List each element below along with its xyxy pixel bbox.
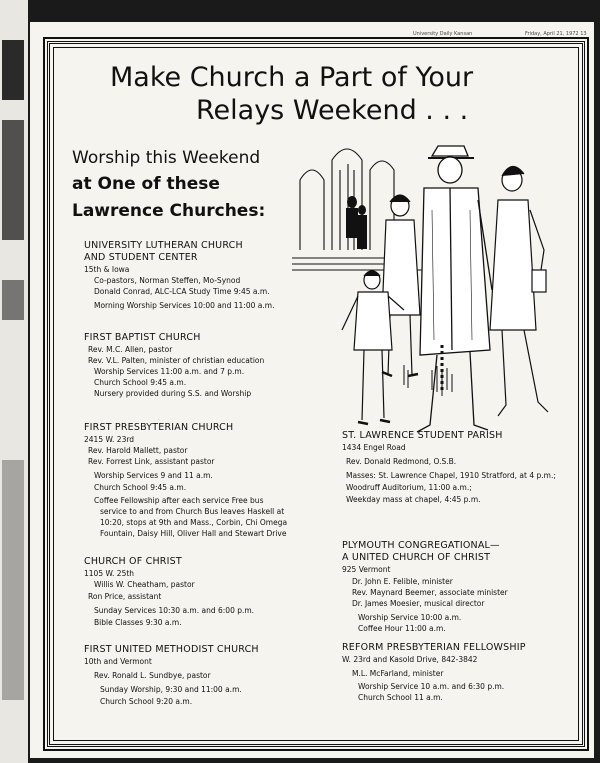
church-address: 1434 Engel Road bbox=[342, 443, 406, 452]
church-school-time: Church School 9:20 a.m. bbox=[100, 697, 193, 706]
adjacent-page-strip bbox=[0, 0, 28, 763]
church-listing-baptist bbox=[84, 332, 324, 399]
church-address: W. 23rd and Kasold Drive, 842-3842 bbox=[342, 655, 478, 664]
church-listing-reform-presbyterian bbox=[342, 642, 582, 703]
church-name: REFORM PRESBYTERIAN FELLOWSHIP bbox=[342, 642, 526, 653]
headline-line-2: Relays Weekend . . . bbox=[196, 95, 469, 126]
masthead-paper-name: University Daily Kansan bbox=[413, 31, 473, 37]
church-listing-plymouth bbox=[342, 540, 582, 634]
church-service-times: Sunday Worship, 9:30 and 11:00 a.m. bbox=[100, 685, 242, 694]
headline-line-1: Make Church a Part of Your bbox=[110, 62, 474, 93]
church-school-time: Church School 9:45 a.m. bbox=[94, 483, 187, 492]
church-arch bbox=[300, 170, 324, 250]
church-listing-methodist bbox=[84, 644, 324, 707]
church-name: ST. LAWRENCE STUDENT PARISH bbox=[342, 430, 503, 441]
church-service-times: Sunday Services 10:30 a.m. and 6:00 p.m. bbox=[94, 606, 255, 615]
subheading-line-3: Lawrence Churches: bbox=[72, 201, 266, 221]
adjacent-page-image bbox=[2, 280, 24, 320]
church-service-times: Worship Service 10 a.m. and 6:30 p.m. bbox=[358, 682, 505, 691]
church-pastor: Co-pastors, Norman Steffen, Mo-Synod bbox=[94, 276, 241, 285]
church-listing-st-lawrence bbox=[342, 430, 582, 505]
church-service-times: Morning Worship Services 10:00 and 11:00 a.m. bbox=[94, 301, 275, 310]
adjacent-page-image bbox=[2, 460, 24, 700]
church-pastor: Rev. Donald Redmond, O.S.B. bbox=[346, 457, 457, 466]
church-school-time: Church School 11 a.m. bbox=[358, 693, 443, 702]
church-coffee-hour: Coffee Hour 11:00 a.m. bbox=[358, 624, 446, 633]
church-address: 1105 W. 25th bbox=[84, 569, 135, 578]
church-music-director: Dr. James Moesier, musical director bbox=[352, 599, 485, 608]
adjacent-page-image bbox=[2, 120, 24, 240]
church-name: CHURCH OF CHRIST bbox=[84, 556, 182, 567]
church-pastor: Willis W. Cheatham, pastor bbox=[94, 580, 195, 589]
church-service-times: Worship Services 9 and 11 a.m. bbox=[94, 471, 213, 480]
church-assistant: Ron Price, assistant bbox=[88, 592, 162, 601]
subheading-line-2: at One of these bbox=[72, 174, 220, 194]
church-fellowship-note: service to and from Church Bus leaves Haskell at bbox=[100, 507, 285, 516]
church-fellowship-note: 10:20, stops at 9th and Mass., Corbin, Chi Omega bbox=[100, 518, 288, 527]
church-address: 925 Vermont bbox=[342, 565, 391, 574]
church-address: 2415 W. 23rd bbox=[84, 435, 135, 444]
church-mass-times: Masses: St. Lawrence Chapel, 1910 Stratford, at 4 p.m.; bbox=[346, 471, 556, 480]
church-pastor: Rev. M.C. Allen, pastor bbox=[88, 345, 173, 354]
church-mass-times: Weekday mass at chapel, 4:45 p.m. bbox=[346, 495, 481, 504]
church-address: 15th & Iowa bbox=[84, 265, 130, 274]
masthead-date: Friday, April 21, 1972 13 bbox=[525, 31, 587, 37]
church-fellowship-note: Coffee Fellowship after each service Free bus bbox=[94, 496, 264, 505]
church-service-times: Worship Services 11:00 a.m. and 7 p.m. bbox=[94, 367, 245, 376]
church-listing-lutheran bbox=[84, 240, 324, 311]
church-pastor: Donald Conrad, ALC-LCA Study Time 9:45 a.m. bbox=[94, 287, 270, 296]
church-pastor: Rev. Harold Mallett, pastor bbox=[88, 446, 188, 455]
church-listing-presbyterian bbox=[84, 422, 324, 539]
church-name: FIRST PRESBYTERIAN CHURCH bbox=[84, 422, 234, 433]
subheading-line-1: Worship this Weekend bbox=[72, 148, 261, 168]
church-name: A UNITED CHURCH OF CHRIST bbox=[342, 552, 491, 563]
church-fellowship-note: Fountain, Daisy Hill, Oliver Hall and Stewart Drive bbox=[100, 529, 287, 538]
church-minister: Dr. John E. Felible, minister bbox=[352, 577, 453, 586]
church-nursery-note: Nursery provided during S.S. and Worship bbox=[94, 389, 252, 398]
church-service-times: Worship Service 10:00 a.m. bbox=[358, 613, 462, 622]
church-name: FIRST UNITED METHODIST CHURCH bbox=[84, 644, 259, 655]
family-walking-to-church-illustration bbox=[292, 140, 582, 440]
church-pastor: Rev. Ronald L. Sundbye, pastor bbox=[94, 671, 211, 680]
church-mass-times: Woodruff Auditorium, 11:00 a.m.; bbox=[346, 483, 472, 492]
church-minister: Rev. V.L. Palten, minister of christian education bbox=[88, 356, 265, 365]
newspaper-page bbox=[30, 22, 594, 758]
church-name: FIRST BAPTIST CHURCH bbox=[84, 332, 201, 343]
church-minister: M.L. McFarland, minister bbox=[352, 669, 444, 678]
church-name: AND STUDENT CENTER bbox=[84, 252, 198, 263]
church-address: 10th and Vermont bbox=[84, 657, 152, 666]
church-bible-classes: Bible Classes 9:30 a.m. bbox=[94, 618, 182, 627]
church-assistant-pastor: Rev. Forrest Link, assistant pastor bbox=[88, 457, 215, 466]
church-school-time: Church School 9:45 a.m. bbox=[94, 378, 187, 387]
church-associate-minister: Rev. Maynard Beemer, associate minister bbox=[352, 588, 508, 597]
adjacent-page-image bbox=[2, 40, 24, 100]
church-name: UNIVERSITY LUTHERAN CHURCH bbox=[84, 240, 243, 251]
church-name: PLYMOUTH CONGREGATIONAL— bbox=[342, 540, 500, 551]
church-listing-church-of-christ bbox=[84, 556, 324, 628]
